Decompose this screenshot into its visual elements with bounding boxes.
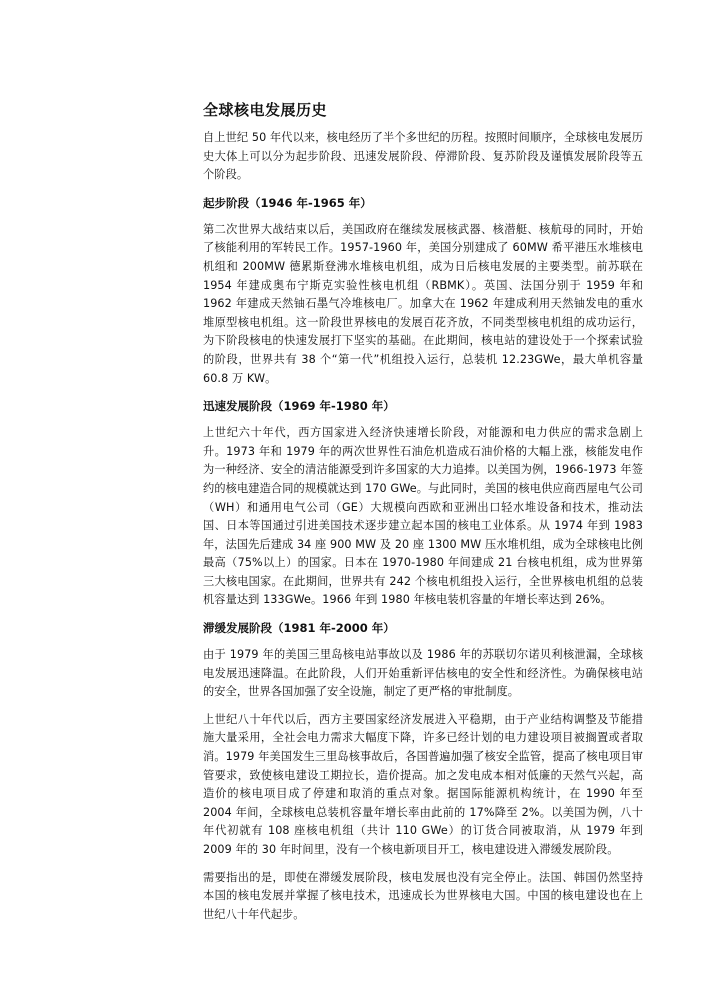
- section-heading-slow: 滞缓发展阶段（1981 年-2000 年）: [203, 621, 395, 636]
- section-rapid-paragraph: 上世纪六十年代，西方国家进入经济快速增长阶段，对能源和电力供应的需求急剧上升。1973 年和 1979 年的两次世界性石油危机造成石油价格的大幅上涨，核能发电作为一种经济、安全的清洁能源受到许多国家的大力追捧。以美国为例，1966-1973 年签约的核电建造合同的规模就达到 170 GWe。与此同时，美国的核电供应商西屋电气公司（WH）和通用电气公司（GE）大规模向西欧和亚洲出口轻水堆设备和技术，推动法国、日本等国通过引进美国技术逐步建立起本国的核电工业体系。从 1974 年到 1983 年，法国先后建成 34 座 900 MW 及 20 座 1300 MW 压水堆机组，成为全球核电比例最高（75%以上）的国家。日本在 1970-1980 年间建成 21 台核电机组，成为世界第三大核电国家。在此期间，世界共有 242 个核电机组投入运行，全世界核电机组的总装机容量达到 133GWe。1966 年到 1980 年核电装机容量的年增长率达到 26%。: [203, 426, 643, 607]
- document-body: [203, 100, 643, 933]
- section-start-paragraph: 第二次世界大战结束以后，美国政府在继续发展核武器、核潜艇、核航母的同时，开始了核能利用的军转民工作。1957-1960 年，美国分别建成了 60MW 希平港压水堆核电机组和 200MW 德累斯登沸水堆核电机组，成为日后核电发展的主要类型。前苏联在 1954 年建成奥布宁斯克实验性核电机组（RBMK）。英国、法国分别于 1959 年和 1962 年建成天然铀石墨气冷堆核电厂。加拿大在 1962 年建成利用天然铀发电的重水堆原型核电机组。这一阶段世界核电的发展百花齐放，不同类型核电机组的成功运行，为下阶段核电的快速发展打下坚实的基础。在此期间，核电站的建设处于一个探索试验的阶段，世界共有 38 个“第一代”机组投入运行，总装机 12.23GWe，最大单机容量 60.8 万 KW。: [203, 222, 643, 385]
- section-heading-rapid: 迅速发展阶段（1969 年-1980 年）: [203, 399, 395, 414]
- intro-paragraph: 自上世纪 50 年代以来，核电经历了半个多世纪的历程。按照时间顺序，全球核电发展历史大体上可以分为起步阶段、迅速发展阶段、停滞阶段、复苏阶段及谨慎发展阶段等五个阶段。: [203, 131, 643, 182]
- section-slow-paragraph-1: 由于 1979 年的美国三里岛核电站事故以及 1986 年的苏联切尔诺贝利核泄漏，全球核电发展迅速降温。在此阶段，人们开始重新评估核电的安全性和经济性。为确保核电站的安全，世界各国加强了安全设施，制定了更严格的审批制度。: [203, 648, 643, 699]
- page-title: 全球核电发展历史: [203, 101, 328, 119]
- section-slow-paragraph-3: 需要指出的是，即使在滞缓发展阶段，核电发展也没有完全停止。法国、韩国仍然坚持本国的核电发展并掌握了核电技术，迅速成长为世界核电大国。中国的核电建设也在上世纪八十年代起步。: [203, 870, 643, 921]
- section-slow-paragraph-2: 上世纪八十年代以后，西方主要国家经济发展进入平稳期，由于产业结构调整及节能措施大量采用，全社会电力需求大幅度下降，许多已经计划的电力建设项目被搁置或者取消。1979 年美国发生三里岛核事故后，各国普遍加强了核安全监管，提高了核电项目审管要求，致使核电建设工期拉长，造价提高。加之发电成本相对低廉的天然气兴起，高造价的核电项目成了停建和取消的重点对象。据国际能源机构统计，在 1990 年至 2004 年间，全球核电总装机容量年增长率由此前的 17%降至 2%。以美国为例，八十年代初就有 108 座核电机组（共计 110 GWe）的订货合同被取消，从 1979 年到 2009 年的 30 年时间里，没有一个核电新项目开工，核电建设进入滞缓发展阶段。: [203, 712, 643, 856]
- section-heading-start: 起步阶段（1946 年-1965 年）: [203, 195, 372, 210]
